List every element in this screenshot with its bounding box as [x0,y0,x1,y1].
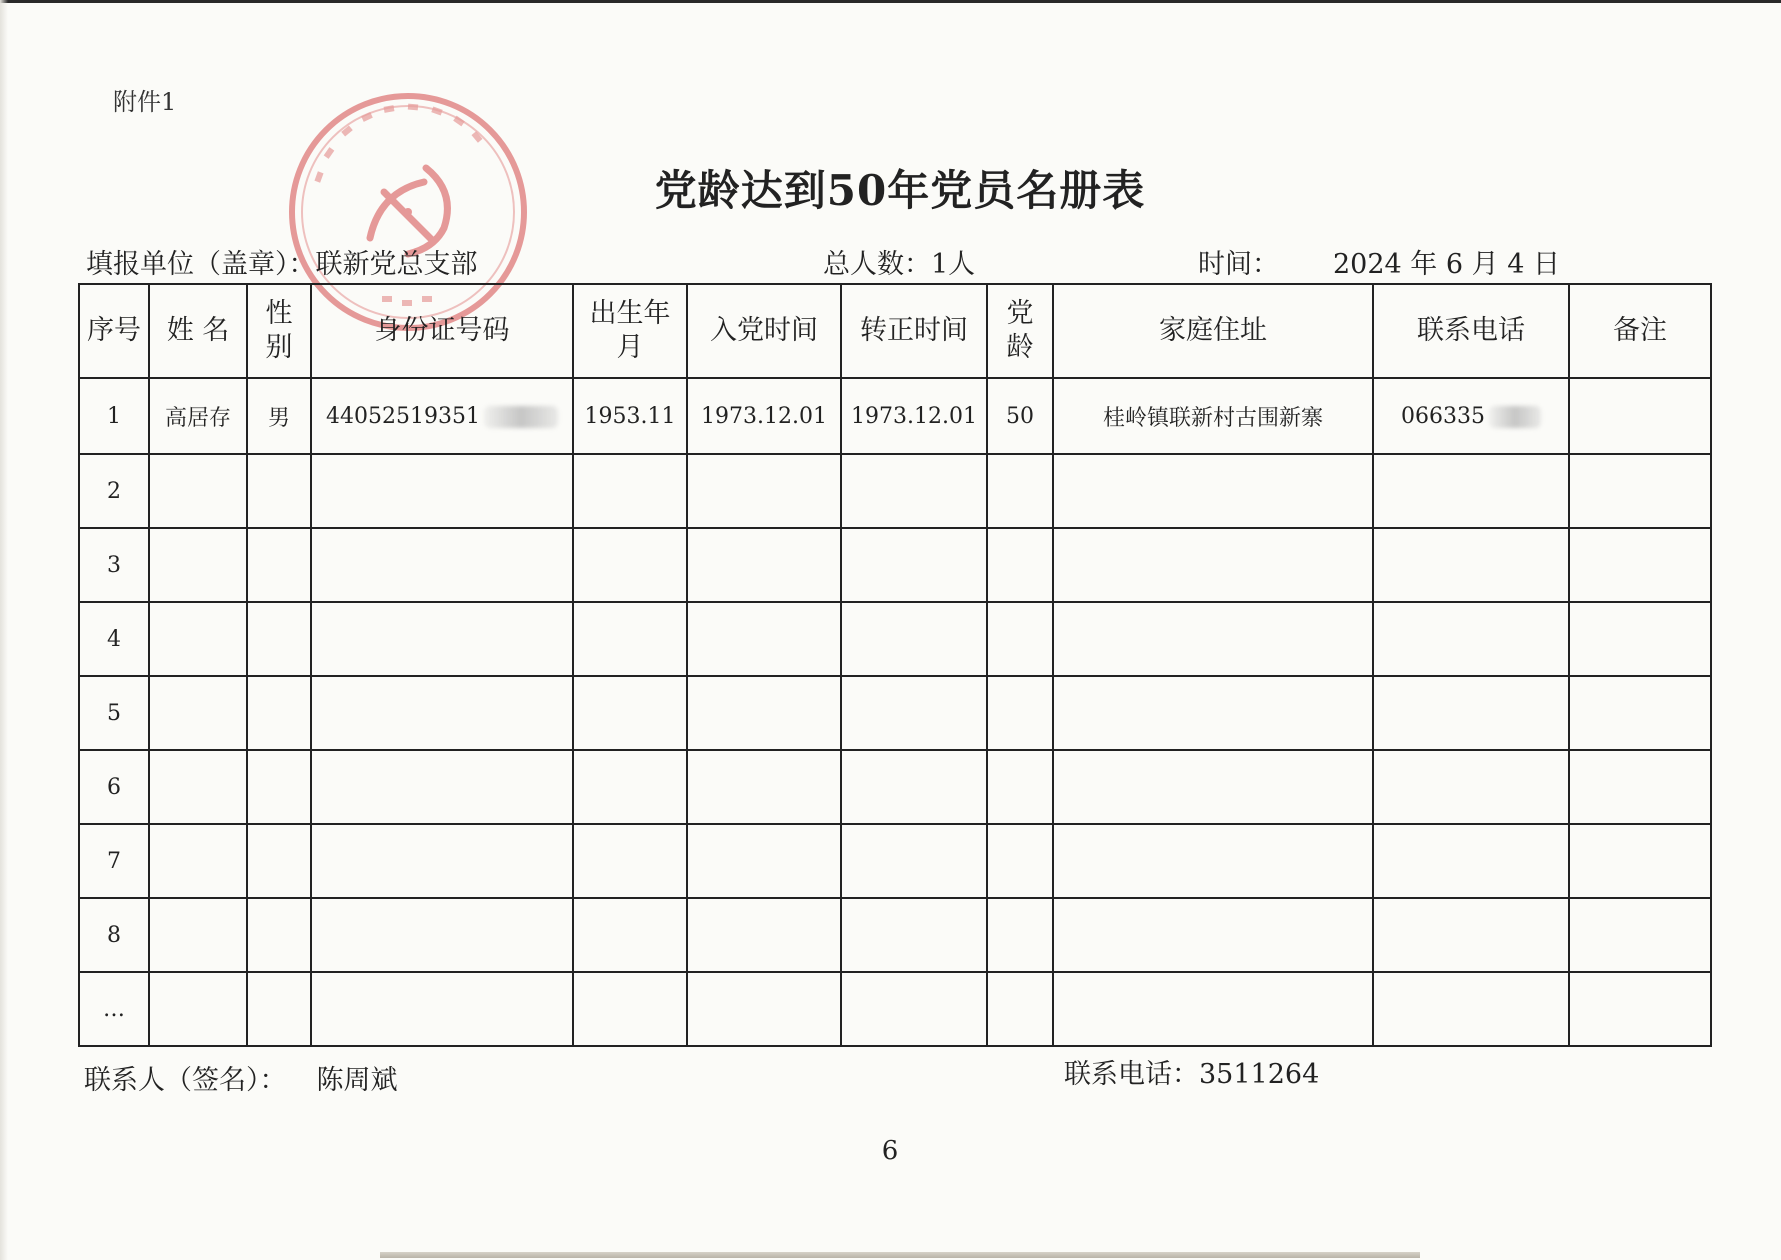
cell-empty [311,750,573,824]
cell-empty [1373,454,1569,528]
cell-empty [1373,528,1569,602]
scan-top-edge [0,0,1781,3]
cell-seq: … [79,972,149,1046]
table-row [79,750,1711,824]
total-count-value: 1人 [931,249,976,280]
table-row [79,378,1711,454]
cell-empty [573,528,687,602]
cell-empty [149,824,247,898]
cell-empty [149,602,247,676]
table-header-row [79,284,1711,378]
cell-empty [1569,750,1711,824]
contact-phone [1064,1052,1319,1091]
cell-empty [1053,824,1373,898]
cell-gender: 男 [247,378,311,454]
cell-empty [247,528,311,602]
header-gender [247,284,311,378]
cell-phone [1373,378,1569,454]
cell-empty [841,676,987,750]
cell-empty [1569,528,1711,602]
cell-empty [247,676,311,750]
cell-empty [311,454,573,528]
cell-empty [987,454,1053,528]
cell-empty [1373,750,1569,824]
cell-empty [311,676,573,750]
cell-empty [1053,750,1373,824]
cell-empty [247,602,311,676]
cell-empty [1569,676,1711,750]
fill-date-label: 时间： [1198,249,1279,280]
scan-bottom-edge [380,1252,1420,1258]
cell-empty [1569,824,1711,898]
header-birth [573,284,687,378]
cell-empty [573,972,687,1046]
cell-empty [987,972,1053,1046]
cell-empty [573,750,687,824]
contact-person-label: 联系人（签名）： [84,1065,287,1096]
page-number: 6 [881,1136,899,1166]
attachment-label: 附件1 [113,88,177,116]
cell-empty [987,898,1053,972]
member-roster-table [78,283,1712,1047]
contact-phone-value: 3511264 [1199,1059,1320,1090]
contact-person-value: 陈周斌 [316,1065,398,1096]
cell-empty [841,528,987,602]
cell-age: 50 [987,378,1053,454]
cell-empty [149,898,247,972]
cell-seq: 1 [79,378,149,454]
cell-join: 1973.12.01 [687,378,841,454]
cell-empty [1569,602,1711,676]
table-row [79,454,1711,528]
cell-empty [311,972,573,1046]
cell-empty [1053,972,1373,1046]
cell-empty [1053,676,1373,750]
cell-empty [247,972,311,1046]
page-title: 党龄达到50年党员名册表 [654,166,1146,215]
header-name: 姓 名 [149,284,247,378]
cell-empty [149,528,247,602]
cell-empty [687,454,841,528]
cell-empty [687,750,841,824]
cell-empty [1053,602,1373,676]
cell-empty [687,676,841,750]
cell-empty [1053,528,1373,602]
cell-seq: 2 [79,454,149,528]
header-id: 身份证号码 [311,284,573,378]
table-row [79,676,1711,750]
table-row [79,602,1711,676]
cell-empty [1373,972,1569,1046]
cell-empty [247,898,311,972]
cell-empty [987,602,1053,676]
cell-empty [149,750,247,824]
cell-empty [987,676,1053,750]
cell-birth: 1953.11 [573,378,687,454]
cell-empty [573,898,687,972]
cell-empty [1053,898,1373,972]
cell-empty [149,972,247,1046]
cell-empty [987,824,1053,898]
cell-id [311,378,573,454]
cell-empty [247,750,311,824]
cell-empty [987,528,1053,602]
cell-empty [1569,972,1711,1046]
cell-empty [573,676,687,750]
cell-seq: 8 [79,898,149,972]
scan-left-shadow [0,0,8,1260]
cell-empty [841,824,987,898]
cell-seq: 6 [79,750,149,824]
header-age-text: 党龄 [1006,298,1034,363]
cell-confirm: 1973.12.01 [841,378,987,454]
cell-empty [841,898,987,972]
table-row [79,528,1711,602]
total-count-label: 总人数： [823,249,931,280]
cell-empty [1053,454,1373,528]
cell-phone-text: 066335 [1401,403,1485,429]
header-phone: 联系电话 [1373,284,1569,378]
cell-empty [573,602,687,676]
contact-phone-label: 联系电话： [1064,1059,1199,1090]
header-birth-text: 出生年月 [589,298,671,363]
cell-empty [149,454,247,528]
fill-unit-value: 联新党总支部 [315,249,478,280]
fill-unit [86,242,478,281]
contact-person [84,1058,398,1097]
cell-empty [841,454,987,528]
table-row [79,898,1711,972]
cell-empty [1569,898,1711,972]
cell-empty [573,824,687,898]
cell-empty [687,528,841,602]
cell-seq: 7 [79,824,149,898]
cell-seq: 3 [79,528,149,602]
total-count [823,242,975,281]
cell-empty [1569,454,1711,528]
header-age [987,284,1053,378]
cell-empty [573,454,687,528]
cell-empty [841,972,987,1046]
redaction-blur [484,406,558,428]
cell-empty [687,972,841,1046]
cell-empty [311,898,573,972]
cell-name: 高居存 [149,378,247,454]
cell-empty [1373,602,1569,676]
cell-empty [841,750,987,824]
cell-empty [687,824,841,898]
cell-note [1569,378,1711,454]
table-row [79,824,1711,898]
cell-seq: 4 [79,602,149,676]
fill-date [1198,242,1560,281]
cell-empty [841,602,987,676]
header-gender-text: 性别 [265,298,293,363]
header-join: 入党时间 [687,284,841,378]
cell-empty [311,528,573,602]
header-confirm: 转正时间 [841,284,987,378]
cell-empty [311,824,573,898]
cell-empty [1373,676,1569,750]
cell-empty [311,602,573,676]
fill-unit-label: 填报单位（盖章）： [86,249,316,280]
cell-empty [149,676,247,750]
table-row [79,972,1711,1046]
cell-empty [247,454,311,528]
cell-empty [1373,898,1569,972]
cell-id-text: 44052519351 [326,403,480,429]
fill-date-value: 2024 年 6 月 4 日 [1333,249,1560,280]
cell-empty [987,750,1053,824]
header-note: 备注 [1569,284,1711,378]
header-address: 家庭住址 [1053,284,1373,378]
cell-address: 桂岭镇联新村古围新寨 [1053,378,1373,454]
cell-empty [687,898,841,972]
cell-empty [247,824,311,898]
header-seq: 序号 [79,284,149,378]
redaction-blur [1489,406,1541,428]
cell-seq: 5 [79,676,149,750]
cell-empty [687,602,841,676]
cell-empty [1373,824,1569,898]
